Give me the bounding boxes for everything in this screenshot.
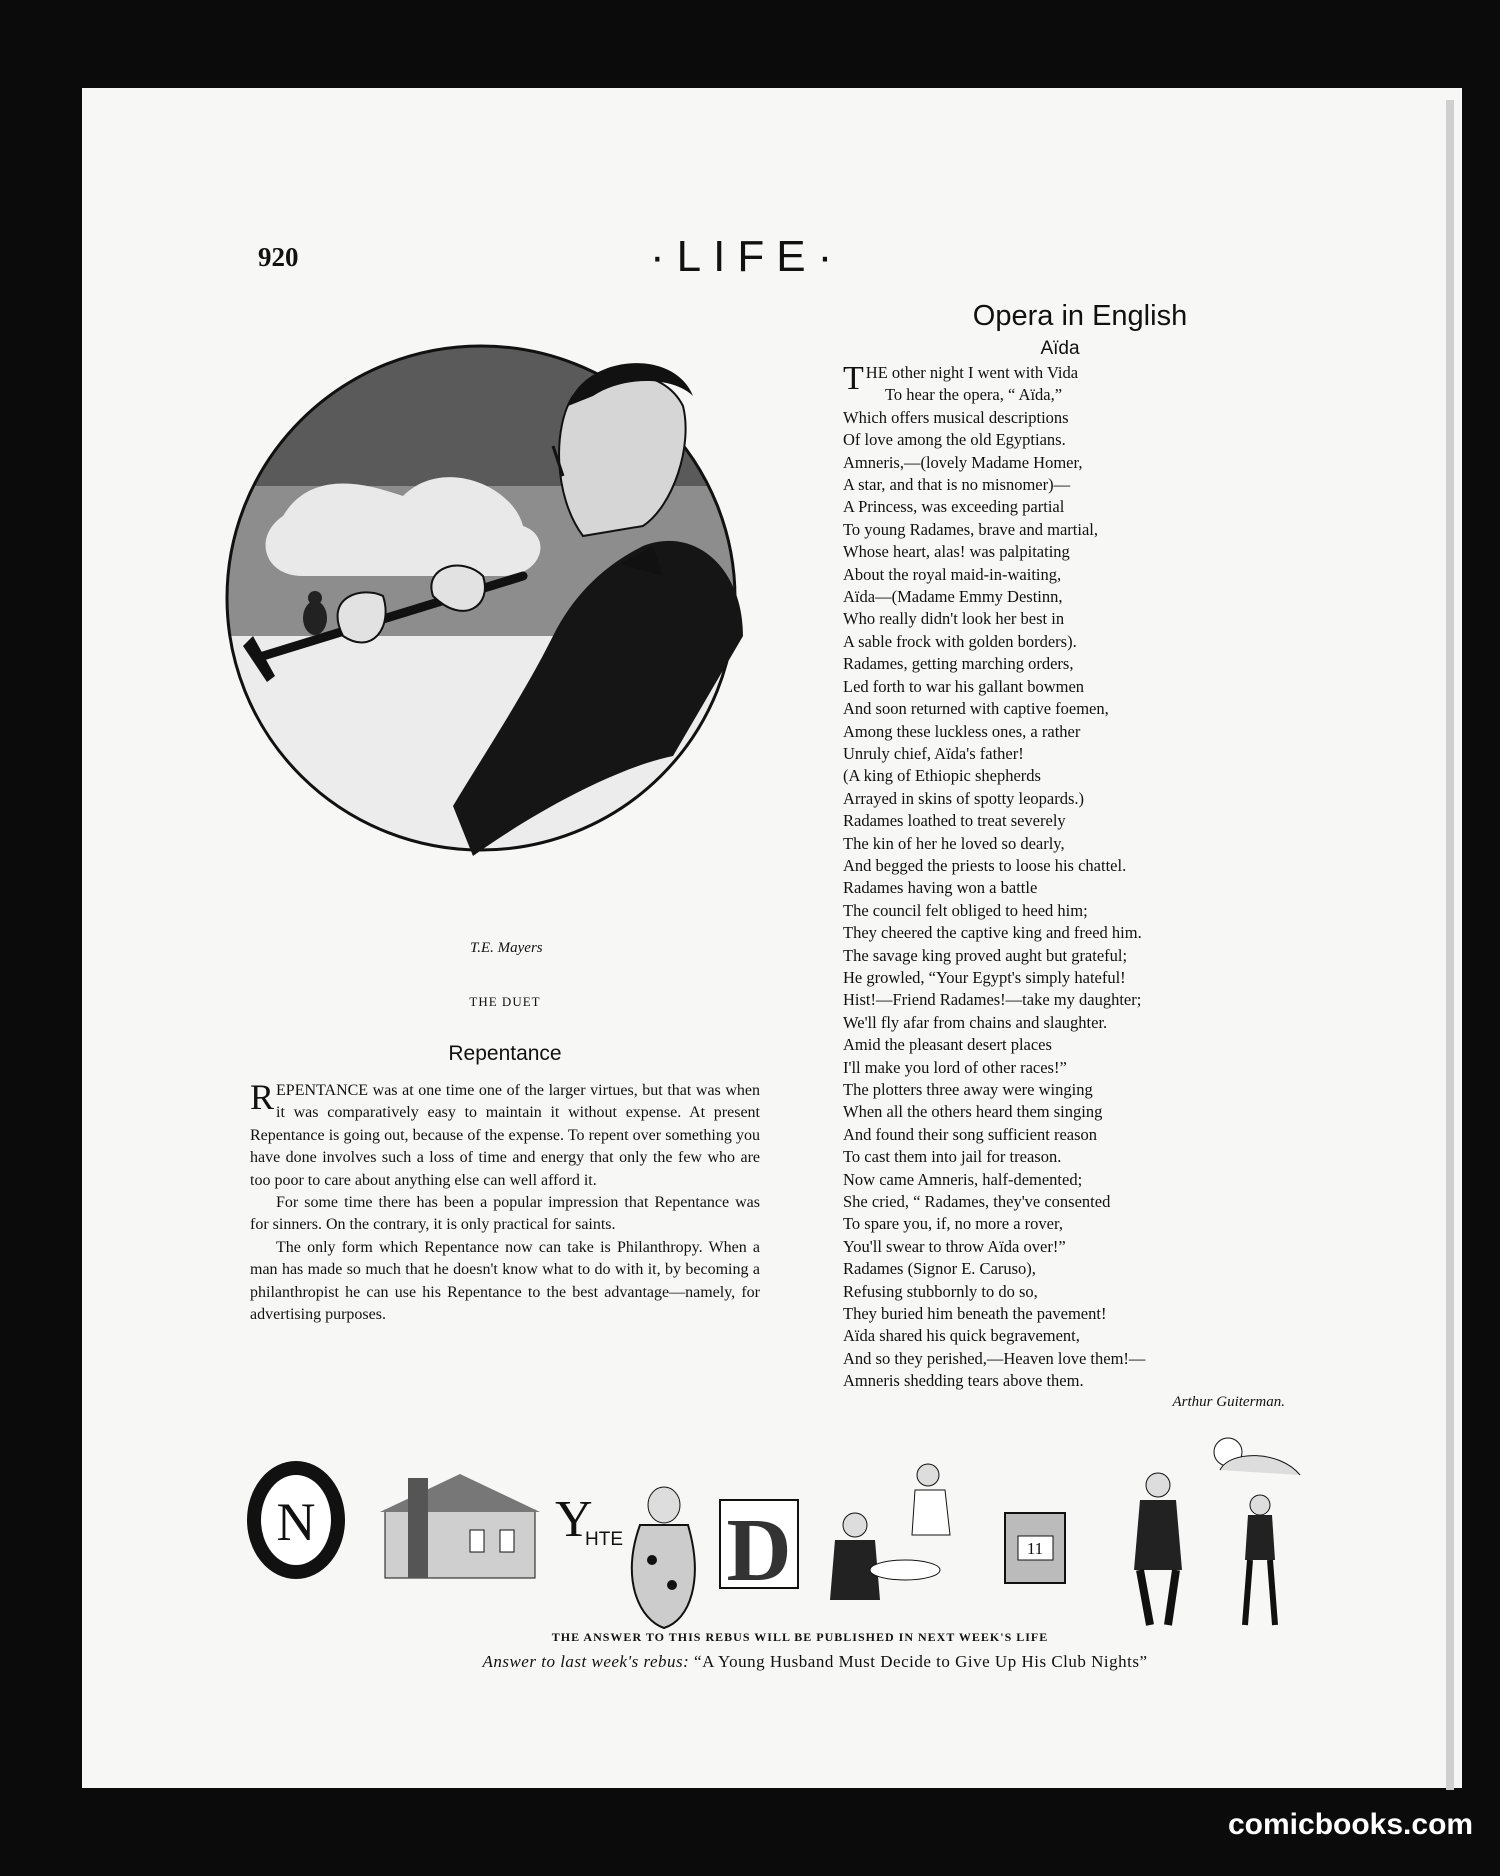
poem-line: Radames (Signor E. Caruso), [843, 1259, 1036, 1279]
poem-line: Amneris shedding tears above them. [843, 1371, 1084, 1391]
masthead: ·LIFE· [650, 232, 845, 281]
poem-line: The council felt obliged to heed him; [843, 900, 1088, 920]
poem-line: They cheered the captive king and freed him. [843, 923, 1142, 943]
poem-line: Unruly chief, Aïda's father! [843, 743, 1024, 763]
poem-line: Hist!—Friend Radames!—take my daughter; [843, 990, 1142, 1010]
rebus-sun-and-parasol-figure [1214, 1438, 1300, 1625]
poem-line: Who really didn't look her best in [843, 609, 1065, 629]
poem-line: You'll swear to throw Aïda over!” [843, 1236, 1066, 1256]
artist-signature: T.E. Mayers [470, 940, 543, 956]
rebus-notice: THE ANSWER TO THIS REBUS WILL BE PUBLISHED IN NEXT WEEK'S LIFE [551, 1630, 1049, 1644]
poem-line: The savage king proved aught but grateful; [843, 945, 1128, 965]
poem-line: To spare you, if, no more a rover, [843, 1214, 1063, 1234]
rebus-small-letters: HTE [585, 1529, 623, 1550]
poem-line: Refusing stubbornly to do so, [843, 1281, 1038, 1301]
poem-line: And so they perished,—Heaven love them!— [843, 1348, 1146, 1368]
poem-line: Radames having won a battle [843, 878, 1038, 898]
poem-line: The plotters three away were winging [843, 1080, 1093, 1099]
poem-line: Now came Amneris, half-demented; [843, 1169, 1083, 1189]
poem-line: A star, and that is no misnomer)— [843, 475, 1071, 495]
poem-line: When all the others heard them singing [843, 1102, 1103, 1122]
rebus-chief-figure [632, 1487, 695, 1628]
rebus-box-glyph: 11 [1026, 1539, 1044, 1558]
rebus-letter-d-text: D [726, 1501, 792, 1600]
poem-line: Of love among the old Egyptians. [843, 430, 1066, 450]
rebus-house [380, 1474, 540, 1578]
poem-line: Whose heart, alas! was palpitating [843, 542, 1070, 562]
poem-line: Aïda—(Madame Emmy Destinn, [843, 587, 1063, 607]
repentance-paragraph-3: The only form which Repentance now can take is Philanthropy. When a man has made so much that he doesn't know what to do with it, by becoming a philanthropist he can use his Repentance to the best advantage—namely, for advertising purposes. [250, 1238, 760, 1324]
illustration-caption: THE DUET [469, 994, 541, 1009]
rebus-box [1005, 1513, 1065, 1583]
site-watermark: comicbooks.com [1228, 1808, 1474, 1841]
poem-line: Amid the pleasant desert places [843, 1035, 1052, 1055]
rebus-letter-y: Y [555, 1491, 593, 1548]
poem-line: Led forth to war his gallant bowmen [843, 676, 1085, 696]
poem-line: To young Radames, brave and martial, [843, 519, 1098, 539]
poem-line-2: To hear the opera, “ Aïda,” [885, 385, 1063, 405]
rebus-answer [355, 1652, 1275, 1672]
poem-line: He growled, “Your Egypt's simply hateful! [843, 967, 1126, 987]
poem-line: Amneris,—(lovely Madame Homer, [843, 452, 1083, 472]
poem-line: Radames, getting marching orders, [843, 654, 1074, 674]
poem-line: And found their song sufficient reason [843, 1124, 1098, 1144]
rebus-answer-lead: Answer to last week's rebus: [482, 1652, 690, 1671]
poem-line: About the royal maid-in-waiting, [843, 564, 1062, 584]
repentance-paragraph-2: For some time there has been a popular impression that Repentance was for sinners. On the contrary, it is only practical for saints. [250, 1194, 760, 1234]
poem-line: The kin of her he loved so dearly, [843, 833, 1065, 853]
poem-dropcap: T [843, 360, 864, 397]
poem-line: Which offers musical descriptions [843, 407, 1069, 427]
poem-line: A Princess, was exceeding partial [843, 497, 1065, 517]
page-number: 920 [258, 242, 299, 272]
poem-line: They buried him beneath the pavement! [843, 1304, 1107, 1324]
poem-author: Arthur Guiterman. [1172, 1394, 1285, 1410]
poem-title: Opera in English [972, 300, 1188, 332]
poem-line: Radames loathed to treat severely [843, 811, 1066, 831]
rebus-dinner-scene [830, 1464, 950, 1600]
poem-line: We'll fly afar from chains and slaughter. [843, 1012, 1108, 1032]
repentance-paragraph-1-text: EPENTANCE was at one time one of the larger virtues, but that was when it was comparatively easy to maintain it without expense. At present Repentance is going out, because of the expense. To repent over something you have done involves such a loss of time and energy that only the few who are too poor to care about anything else can well afford it. [250, 1082, 760, 1189]
poem-line: (A king of Ethiopic shepherds [843, 766, 1041, 786]
poem-line-1-text: HE other night I went with Vida [865, 363, 1079, 382]
poem-line: Among these luckless ones, a rather [843, 721, 1081, 741]
rebus-man-figure [1134, 1473, 1182, 1625]
poem-line: To cast them into jail for treason. [843, 1147, 1062, 1167]
poem-subtitle: Aïda [1040, 338, 1080, 359]
repentance-dropcap: R [250, 1077, 275, 1117]
rebus-letter-d [720, 1500, 798, 1600]
repentance-title: Repentance [448, 1042, 562, 1065]
poem-line: And soon returned with captive foemen, [843, 699, 1109, 719]
poem-line: And begged the priests to loose his chattel. [843, 855, 1127, 875]
poem-line: She cried, “ Radames, they've consented [843, 1192, 1111, 1212]
rebus-answer-text: “A Young Husband Must Decide to Give Up His Club Nights” [694, 1652, 1148, 1671]
poem-line: Aïda shared his quick begravement, [843, 1326, 1080, 1346]
rebus-o-glyph: N [276, 1492, 316, 1552]
poem-line: A sable frock with golden borders). [843, 631, 1077, 651]
poem-line: I'll make you lord of other races!” [843, 1057, 1067, 1077]
poem-line: Arrayed in skins of spotty leopards.) [843, 788, 1085, 808]
